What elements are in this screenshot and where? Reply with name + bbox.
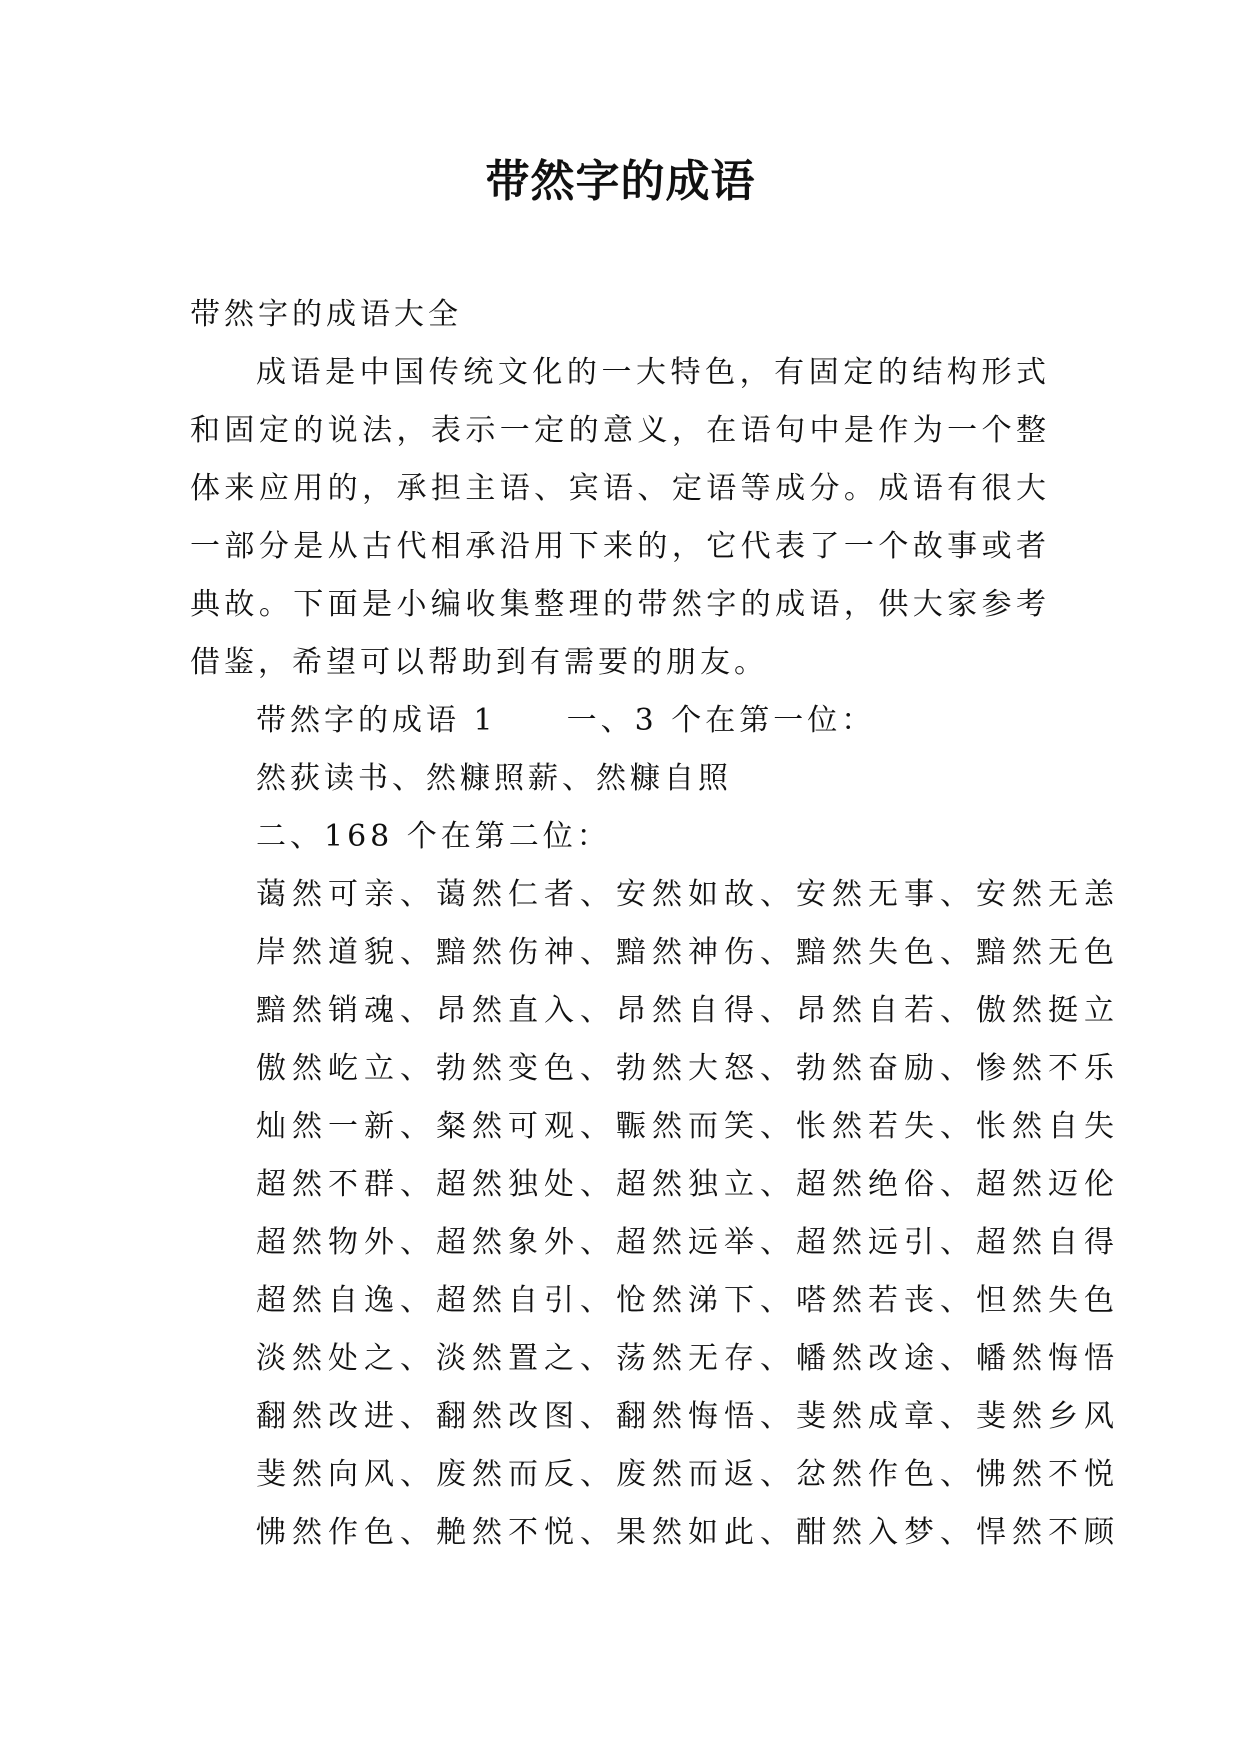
document-body — [190, 286, 1120, 1562]
idiom-line: 傲然屹立、勃然变色、勃然大怒、勃然奋励、惨然不乐 — [256, 1051, 1120, 1086]
intro-paragraph: 成语是中国传统文化的一大特色，有固定的结构形式和固定的说法，表示一定的意义，在语句中是作为一个整体来应用的，承担主语、宾语、定语等成分。成语有很大一部分是从古代相承沿用下来的，它代表了一个故事或者典故。下面是小编收集整理的带然字的成语，供大家参考借鉴，希望可以帮助到有需要的朋友。 — [190, 355, 1050, 680]
idiom-line: 灿然一新、粲然可观、辴然而笑、怅然若失、怅然自失 — [256, 1109, 1120, 1144]
idiom-line: 蔼然可亲、蔼然仁者、安然如故、安然无事、安然无恙 — [256, 877, 1120, 912]
document-title: 带然字的成语 — [485, 156, 756, 207]
idiom-line: 超然不群、超然独处、超然独立、超然绝俗、超然迈伦 — [256, 1167, 1120, 1202]
subsection-line — [190, 692, 1050, 750]
idiom-line: 翻然改进、翻然改图、翻然悔悟、斐然成章、斐然乡风 — [256, 1399, 1120, 1434]
idiom-line: 超然自逸、超然自引、怆然涕下、嗒然若丧、怛然失色 — [256, 1283, 1120, 1318]
idiom-list — [190, 866, 1120, 1562]
section-heading: 带然字的成语大全 — [190, 297, 462, 332]
subsection-label: 带然字的成语 1 — [256, 703, 497, 738]
idiom-line: 淡然处之、淡然置之、荡然无存、幡然改途、幡然悔悟 — [256, 1341, 1120, 1376]
idiom-line: 斐然向风、废然而反、废然而返、忿然作色、怫然不悦 — [256, 1457, 1120, 1492]
first-position-idioms: 然荻读书、然糠照薪、然糠自照 — [256, 761, 732, 796]
second-position-heading: 二、168 个在第二位： — [256, 819, 611, 854]
idiom-line: 超然物外、超然象外、超然远举、超然远引、超然自得 — [256, 1225, 1120, 1260]
idiom-line: 怫然作色、艴然不悦、果然如此、酣然入梦、悍然不顾 — [256, 1515, 1120, 1550]
idiom-line: 黯然销魂、昂然直入、昂然自得、昂然自若、傲然挺立 — [256, 993, 1120, 1028]
subsection-subheading: 一、3 个在第一位： — [566, 703, 876, 738]
idiom-line: 岸然道貌、黯然伤神、黯然神伤、黯然失色、黯然无色 — [256, 935, 1120, 970]
